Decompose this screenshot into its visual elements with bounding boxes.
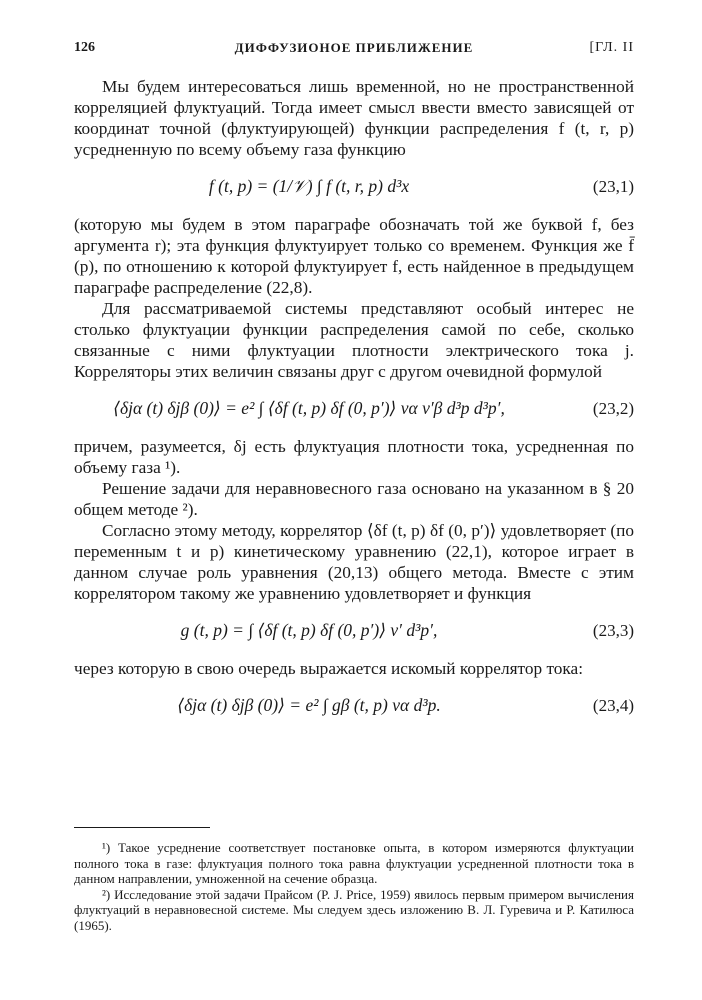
equation-number: (23,2): [592, 399, 634, 418]
paragraph-7: через которую в свою очередь выражается искомый коррелятор тока:: [74, 659, 584, 678]
main-text: [74, 76, 634, 727]
equation-23-3: [74, 608, 634, 654]
footnote-divider: [74, 827, 210, 828]
paragraph-1: Мы будем интересоваться лишь временной, но не пространственной корреляцией флуктуаций. Тогда имеет смысл ввести вместо зависящей от координат точной (флуктуирующей) функции распределения f (t, r, p) усредненную по всему объему газа функцию: [74, 77, 634, 159]
equation-formula: ⟨δjα (t) δjβ (0)⟩ = e² ∫ gβ (t, p) vα d³p.: [177, 695, 441, 715]
footnote-2: ²) Исследование этой задачи Прайсом (P. J. Price, 1959) явилось первым примером вычисления флуктуаций в неравновесной системе. Мы следуем здесь изложению В. Л. Гуревича и Р. Катилюса (1965).: [74, 886, 634, 933]
equation-formula: g (t, p) = ∫ ⟨δf (t, p) δf (0, p′)⟩ v′ d³p′,: [180, 620, 438, 640]
equation-number: (23,3): [592, 621, 634, 640]
equation-number: (23,1): [592, 177, 634, 196]
equation-23-1: [74, 164, 634, 210]
equation-23-4: [74, 683, 634, 723]
equation-23-2: [74, 386, 634, 432]
running-title: ДИФФУЗИОНОЕ ПРИБЛИЖЕНИЕ: [234, 40, 474, 55]
footnote-1: ¹) Такое усреднение соответствует постановке опыта, в котором измеряются флуктуации полного тока в газе: флуктуация полного тока равна флуктуации усредненной плотности тока в данном направлении, умноженной на сечение образца.: [74, 840, 634, 887]
paragraph-2: (которую мы будем в этом параграфе обозначать той же буквой f, без аргумента r); эта функция флуктуирует только со временем. Функция же f̄ (p), по отношению к которой флуктуирует f, есть найденное в предыдущем параграфе распределение (22,8).: [74, 215, 634, 297]
paragraph-5: Решение задачи для неравновесного газа основано на указанном в § 20 общем методе ²).: [74, 479, 634, 519]
page-header: [74, 40, 634, 62]
footnotes: [74, 840, 634, 934]
equation-formula: f (t, p) = (1/𝒱) ∫ f (t, r, p) d³x: [208, 176, 410, 196]
paragraph-4: причем, разумеется, δj есть флуктуация плотности тока, усредненная по объему газа ¹).: [74, 437, 634, 477]
paragraph-3: Для рассматриваемой системы представляют особый интерес не столько флуктуации функции распределения самой по себе, сколько связанные с ними флуктуации плотности электрического тока j. Корреляторы этих величин связаны друг с другом очевидной формулой: [74, 299, 634, 381]
chapter-label: [ГЛ. II: [589, 40, 634, 55]
page-number: 126: [74, 40, 95, 55]
equation-number: (23,4): [592, 696, 634, 715]
equation-formula: ⟨δjα (t) δjβ (0)⟩ = e² ∫ ⟨δf (t, p) δf (0, p′)⟩ vα v′β d³p d³p′,: [113, 398, 505, 418]
paragraph-6: Согласно этому методу, коррелятор ⟨δf (t, p) δf (0, p′)⟩ удовлетворяет (по переменным t и p) кинетическому уравнению (22,1), которое играет в данном случае роль уравнения (20,13) общего метода. Вместе с этим коррелятором такому же уравнению удовлетворяет и функция: [74, 521, 634, 603]
